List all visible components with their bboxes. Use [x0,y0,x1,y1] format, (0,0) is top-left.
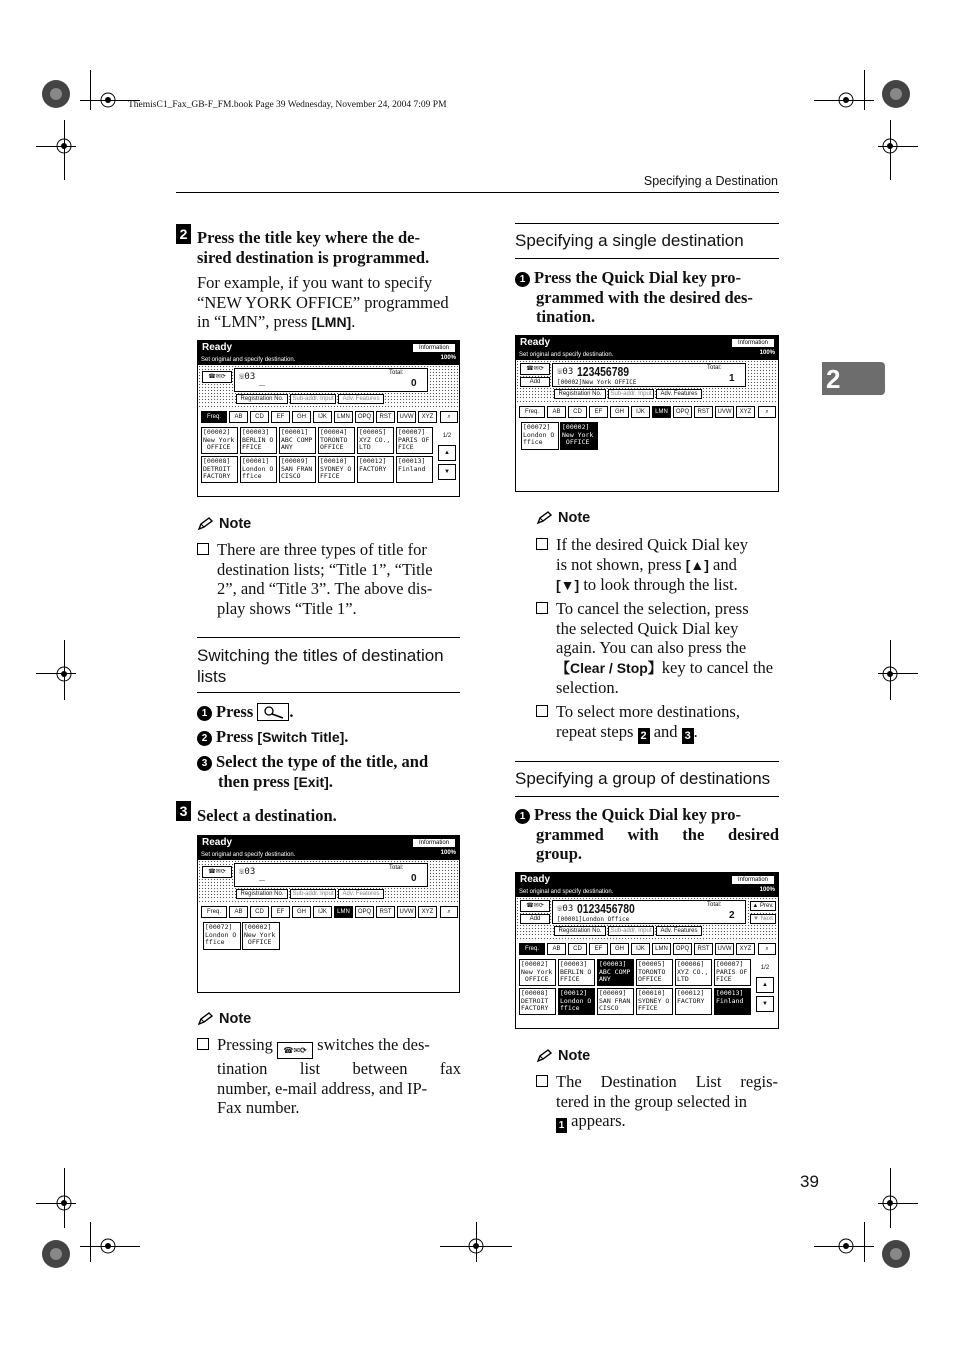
phone-icon: ☏03 [557,367,574,377]
title-tab[interactable]: IJK [631,943,650,955]
checkbox-bullet-icon [197,1038,209,1050]
page-number: 39 [800,1172,819,1191]
sub-addr-button[interactable]: Sub-addr. Input [290,394,336,404]
title-tab[interactable]: LMN [652,406,671,418]
registration-no-button[interactable]: Registration No. [236,889,288,899]
scroll-down-button[interactable]: ▼ [438,464,456,480]
quick-dial-key[interactable]: [00001] ABC COMP ANY [279,427,316,454]
pencil-icon [536,511,554,525]
pencil-icon [536,1049,554,1063]
quick-dial-key[interactable]: [00008] DETROIT FACTORY [201,456,238,483]
exit-key: [Exit] [293,773,329,790]
title-tab[interactable]: AB [229,411,248,423]
title-tab[interactable]: UVW [715,943,734,955]
title-tab[interactable]: AB [547,406,566,418]
switch-title-key: [Switch Title] [257,729,345,745]
crosshair-icon [878,662,902,686]
adv-features-button[interactable]: Adv. Features [338,394,384,404]
step-ref-badge: 2 [638,728,650,744]
crosshair-icon [464,1234,488,1258]
ready-status: Ready [202,342,233,353]
dest-type-icon[interactable]: ☎✉⟳ [202,371,232,383]
step-badge: 3 [176,801,191,821]
dest-type-key-icon: ☎✉⟳ [277,1042,313,1059]
title-tab[interactable]: EF [589,406,608,418]
title-tab[interactable]: XYZ [418,411,437,423]
title-tab[interactable]: Freq. [519,406,545,418]
step-badge: 2 [176,224,191,244]
step3-title: Select a destination. [197,806,337,825]
quick-dial-key[interactable]: [00010] SYDNEY O FFICE [636,988,673,1015]
crosshair-icon [96,88,120,112]
substep-1: 1 Press . [197,702,294,722]
crosshair-icon [834,1234,858,1258]
quick-dial-key[interactable]: [00002] New York OFFICE [519,959,556,986]
title-tab[interactable]: CD [250,906,269,918]
registration-target-icon [40,78,72,110]
note-item: There are three types of title for destination lists; “Title 1”, “Title 2”, and “Title 3”. The above dis- play shows “Title 1”. [197,540,461,618]
title-tab[interactable]: EF [271,411,290,423]
title-tab[interactable]: GH [292,411,311,423]
quick-dial-key[interactable]: [00012] FACTORY [357,456,394,483]
title-tab[interactable]: IJK [313,411,332,423]
title-tab[interactable]: UVW [397,411,416,423]
quick-dial-key[interactable]: [00003] BERLIN O FFICE [558,959,595,986]
title-tab[interactable]: OPQ [673,943,692,955]
adv-features-button[interactable]: Adv. Features [656,389,702,399]
ready-status: Ready [520,874,551,885]
information-button[interactable]: Information [412,343,456,353]
title-tab[interactable]: UVW [715,406,734,418]
title-tab[interactable]: IJK [313,906,332,918]
crosshair-icon [52,134,76,158]
title-tab[interactable]: XYZ [736,406,755,418]
add-button[interactable]: Add [520,914,550,924]
title-tab[interactable]: CD [568,943,587,955]
note-item: To cancel the selection, press the selected Quick Dial key again. You can also press the 【Clear / Stop】key to cancel the selection. [536,599,779,698]
quick-dial-key[interactable]: [00002] New York OFFICE [201,427,238,454]
title-tab[interactable]: AB [229,906,248,918]
checkbox-bullet-icon [536,1075,548,1087]
quick-dial-key[interactable]: [00013] Finland [396,456,433,483]
registration-no-button[interactable]: Registration No. [554,389,606,399]
dest-type-icon[interactable]: ☎✉⟳ [520,363,550,375]
search-key-icon [257,703,289,721]
quick-dial-key[interactable]: [00006] XYZ CO., LTD [675,959,712,986]
lcd-screen-title-list: Ready Information Set original and specify destination. 100% ☎✉⟳ ☏03 _ Total: 0 Registration No. Sub-addr. Input Adv. Features Freq. AB CD EF GH IJK LMN OPQ RST UVW XYZ ⌕ [00002] New York OFFICE [00003] BERLIN O FFICE [00001] ABC COMP ANY [00004] TORONTO OFFICE [00005] XYZ CO., LTD [00007] PARIS OF FICE [00008] DETROIT FACTORY [00001] London O ffice [00009] SAN FRAN CISCO [00010] SYDNEY O FFICE [00012] FACTORY [00013] Finland 1/2 ▲ ▼ [197,340,460,497]
sub-addr-button[interactable]: Sub-addr. Input [290,889,336,899]
quick-dial-key[interactable]: [00003] ABC COMP ANY [597,959,634,986]
scroll-down-button[interactable]: ▼ [756,996,774,1012]
search-icon[interactable]: ⌕ [758,406,776,418]
title-tab[interactable]: RST [376,906,395,918]
step2-title: Press the title key where the de- sired destination is programmed. [197,228,430,267]
registration-target-icon [880,78,912,110]
quick-dial-key[interactable]: [00005] TORONTO OFFICE [636,959,673,986]
title-tab[interactable]: IJK [631,406,650,418]
title-tab[interactable]: RST [694,943,713,955]
status-bar [198,341,459,355]
section-heading-group: Specifying a group of destinations [515,769,771,788]
ready-status: Ready [202,837,233,848]
header-rule [176,192,779,193]
phone-icon: ☏03 [239,867,256,877]
lcd-screen-group-selected: Ready Information Set original and specify destination. 100% ☎✉⟳ Add ☏03 0123456780 [00001]London Office Total: 2 ▲ Prev. ▼ Next Registration No. Sub-addr. Input Adv. Features Freq. AB CD EF GH IJK LMN OPQ RST UVW XYZ ⌕ [00002] New York OFFICE [00003] BERLIN O FFICE [00003] ABC COMP ANY [00005] TORONTO OFFICE [00006] XYZ CO., LTD [00007] PARIS OF FICE [00008] DETROIT FACTORY [00012] London O ffice [00009] SAN FRAN CISCO [00010] SYDNEY O FFICE [00012] FACTORY [00013] Finland 1/2 ▲ ▼ [515,872,779,1029]
note-item: To select more destinations, repeat steps 2 and 3 . [536,702,779,744]
title-tab[interactable]: UVW [397,906,416,918]
scroll-up-button[interactable]: ▲ [438,445,456,461]
title-tab[interactable]: Freq. [519,943,545,955]
note-heading: Note [536,1048,590,1064]
checkbox-bullet-icon [197,543,209,555]
page-indicator: 1/2 [442,433,452,439]
title-tab[interactable]: CD [250,411,269,423]
substep-3: 3 Select the type of the title, and then press [Exit]. [197,752,461,792]
note-heading: Note [536,510,590,526]
quick-dial-key[interactable]: [00007] PARIS OF FICE [396,427,433,454]
title-tab[interactable]: RST [376,411,395,423]
quick-dial-key[interactable]: [00002] New York OFFICE [242,922,280,950]
note-item: Pressing ☎✉⟳ switches the des- tination list between fax number, e-mail address, and IP- Fax number. [197,1035,461,1118]
quick-dial-key[interactable]: [00001] London O ffice [240,456,277,483]
crosshair-icon [878,1191,902,1215]
chapter-tab: 2 [822,362,885,395]
section-heading-switching: Switching the titles of destination lists [197,646,444,686]
search-icon[interactable]: ⌕ [758,943,776,955]
quick-dial-key[interactable]: [00005] XYZ CO., LTD [357,427,394,454]
ready-status: Ready [520,337,551,348]
registration-no-button[interactable]: Registration No. [236,394,288,404]
registration-no-button[interactable]: Registration No. [554,926,606,936]
adv-features-button[interactable]: Adv. Features [338,889,384,899]
lmn-key: [LMN] [311,314,352,330]
note-item: The Destination List regis- tered in the group selected in 1 appears. [536,1072,779,1133]
checkbox-bullet-icon [536,602,548,614]
pencil-icon [197,1012,215,1026]
crosshair-icon [878,134,902,158]
quick-dial-key[interactable]: [00072] London O ffice [521,422,559,450]
phone-icon: ☏03 [239,372,256,382]
down-arrow-key: [▼] [556,577,580,593]
checkbox-bullet-icon [536,705,548,717]
title-tab[interactable]: GH [292,906,311,918]
quick-dial-key[interactable]: [00009] SAN FRAN CISCO [597,988,634,1015]
quick-dial-key[interactable]: [00009] SAN FRAN CISCO [279,456,316,483]
destination-field[interactable]: ☏03 0123456780 [00001]London Office Total: 2 [552,900,746,924]
title-tab[interactable]: CD [568,406,587,418]
title-tab[interactable]: OPQ [355,411,374,423]
pencil-icon [197,517,215,531]
title-tab[interactable]: OPQ [355,906,374,918]
clear-stop-key: 【Clear / Stop】 [556,659,662,676]
title-tab[interactable]: EF [271,906,290,918]
quick-dial-key[interactable]: [00004] TORONTO OFFICE [318,427,355,454]
title-tab[interactable]: RST [694,406,713,418]
crosshair-icon [52,662,76,686]
lcd-screen-single-selected: Ready Information Set original and specify destination. 100% ☎✉⟳ Add ☏03 123456789 [00002]New York OFFICE Total: 1 Registration No. Sub-addr. Input Adv. Features Freq. AB CD EF GH IJK LMN OPQ RST UVW XYZ ⌕ [00072] London O ffice [00002] New York OFFICE [515,335,779,492]
crosshair-icon [96,1234,120,1258]
crosshair-icon [834,88,858,112]
title-tab[interactable]: XYZ [736,943,755,955]
title-tab[interactable]: EF [589,943,608,955]
destination-field[interactable]: ☏03 123456789 [00002]New York OFFICE Total: 1 [552,363,746,387]
substep-2: 2 Press [Switch Title]. [197,727,348,748]
quick-dial-key[interactable]: [00012] London O ffice [558,988,595,1015]
next-button[interactable]: ▼ Next [750,914,776,924]
up-arrow-key: [▲] [685,556,709,573]
adv-features-button[interactable]: Adv. Features [656,926,702,936]
information-button[interactable]: Information [412,838,456,848]
quick-dial-key[interactable]: [00003] BERLIN O FFICE [240,427,277,454]
group-step-1: 1 Press the Quick Dial key pro- grammed with the desired group. [515,805,779,864]
dest-type-icon[interactable]: ☎✉⟳ [520,900,550,912]
section-heading-single: Specifying a single destination [515,231,744,250]
quick-dial-key[interactable]: [00012] FACTORY [675,988,712,1015]
title-tab[interactable]: XYZ [418,906,437,918]
title-tab[interactable]: Freq. [201,906,227,918]
lcd-screen-lmn-list: Ready Information Set original and specify destination. 100% ☎✉⟳ ☏03 _ Total: 0 Registration No. Sub-addr. Input Adv. Features Freq. AB CD EF GH IJK LMN OPQ RST UVW XYZ ⌕ [00072] London O ffice [00002] New York OFFICE [197,835,460,993]
title-tab[interactable]: LMN [334,906,353,918]
title-tab[interactable]: OPQ [673,406,692,418]
running-head: Specifying a Destination [643,174,778,188]
destination-field[interactable]: ☏03 _ Total: 0 [234,368,428,392]
scroll-up-button[interactable]: ▲ [756,977,774,993]
quick-dial-key[interactable]: [00008] DETROIT FACTORY [519,988,556,1015]
quick-dial-key[interactable]: [00013] Finland [714,988,751,1015]
title-tab[interactable]: LMN [334,411,353,423]
prev-button[interactable]: ▲ Prev. [750,901,776,911]
destination-field[interactable]: ☏03 _ Total: 0 [234,863,428,887]
note-item: If the desired Quick Dial key is not shown, press [▲] and [▼] to look through the list. [536,535,779,596]
single-step-1: 1 Press the Quick Dial key pro- grammed with the desired des- tination. [515,268,779,327]
title-tab[interactable]: LMN [652,943,671,955]
quick-dial-key[interactable]: [00072] London O ffice [203,922,241,950]
note-heading: Note [197,1011,251,1027]
registration-target-icon [40,1238,72,1270]
crosshair-icon [52,1191,76,1215]
search-icon[interactable]: ⌕ [440,411,458,423]
step2-body: For example, if you want to specify “NEW YORK OFFICE” programmed in “LMN”, press [LMN]. [197,273,449,331]
phone-icon: ☏03 [557,904,574,914]
step-ref-badge: 3 [682,728,694,744]
quick-dial-key[interactable]: [00007] PARIS OF FICE [714,959,751,986]
sub-addr-button[interactable]: Sub-addr. Input [608,926,654,936]
sub-addr-button[interactable]: Sub-addr. Input [608,389,654,399]
quick-dial-key[interactable]: [00010] SYDNEY O FFICE [318,456,355,483]
title-tab[interactable]: AB [547,943,566,955]
dest-type-icon[interactable]: ☎✉⟳ [202,866,232,878]
note-heading: Note [197,516,251,532]
search-icon[interactable]: ⌕ [440,906,458,918]
information-button[interactable]: Information [731,338,775,348]
page-indicator: 1/2 [760,965,770,971]
substep-ref-badge: 1 [556,1118,567,1133]
checkbox-bullet-icon [536,538,548,550]
registration-target-icon [880,1238,912,1270]
quick-dial-key-selected[interactable]: [00002] New York OFFICE [560,422,598,450]
title-tab[interactable]: GH [610,406,629,418]
title-tab[interactable]: GH [610,943,629,955]
add-button[interactable]: Add [520,377,550,387]
file-info: ThemisC1_Fax_GB-F_FM.book Page 39 Wednesday, November 24, 2004 7:09 PM [128,100,447,110]
title-tab[interactable]: Freq. [201,411,227,423]
information-button[interactable]: Information [731,875,775,885]
